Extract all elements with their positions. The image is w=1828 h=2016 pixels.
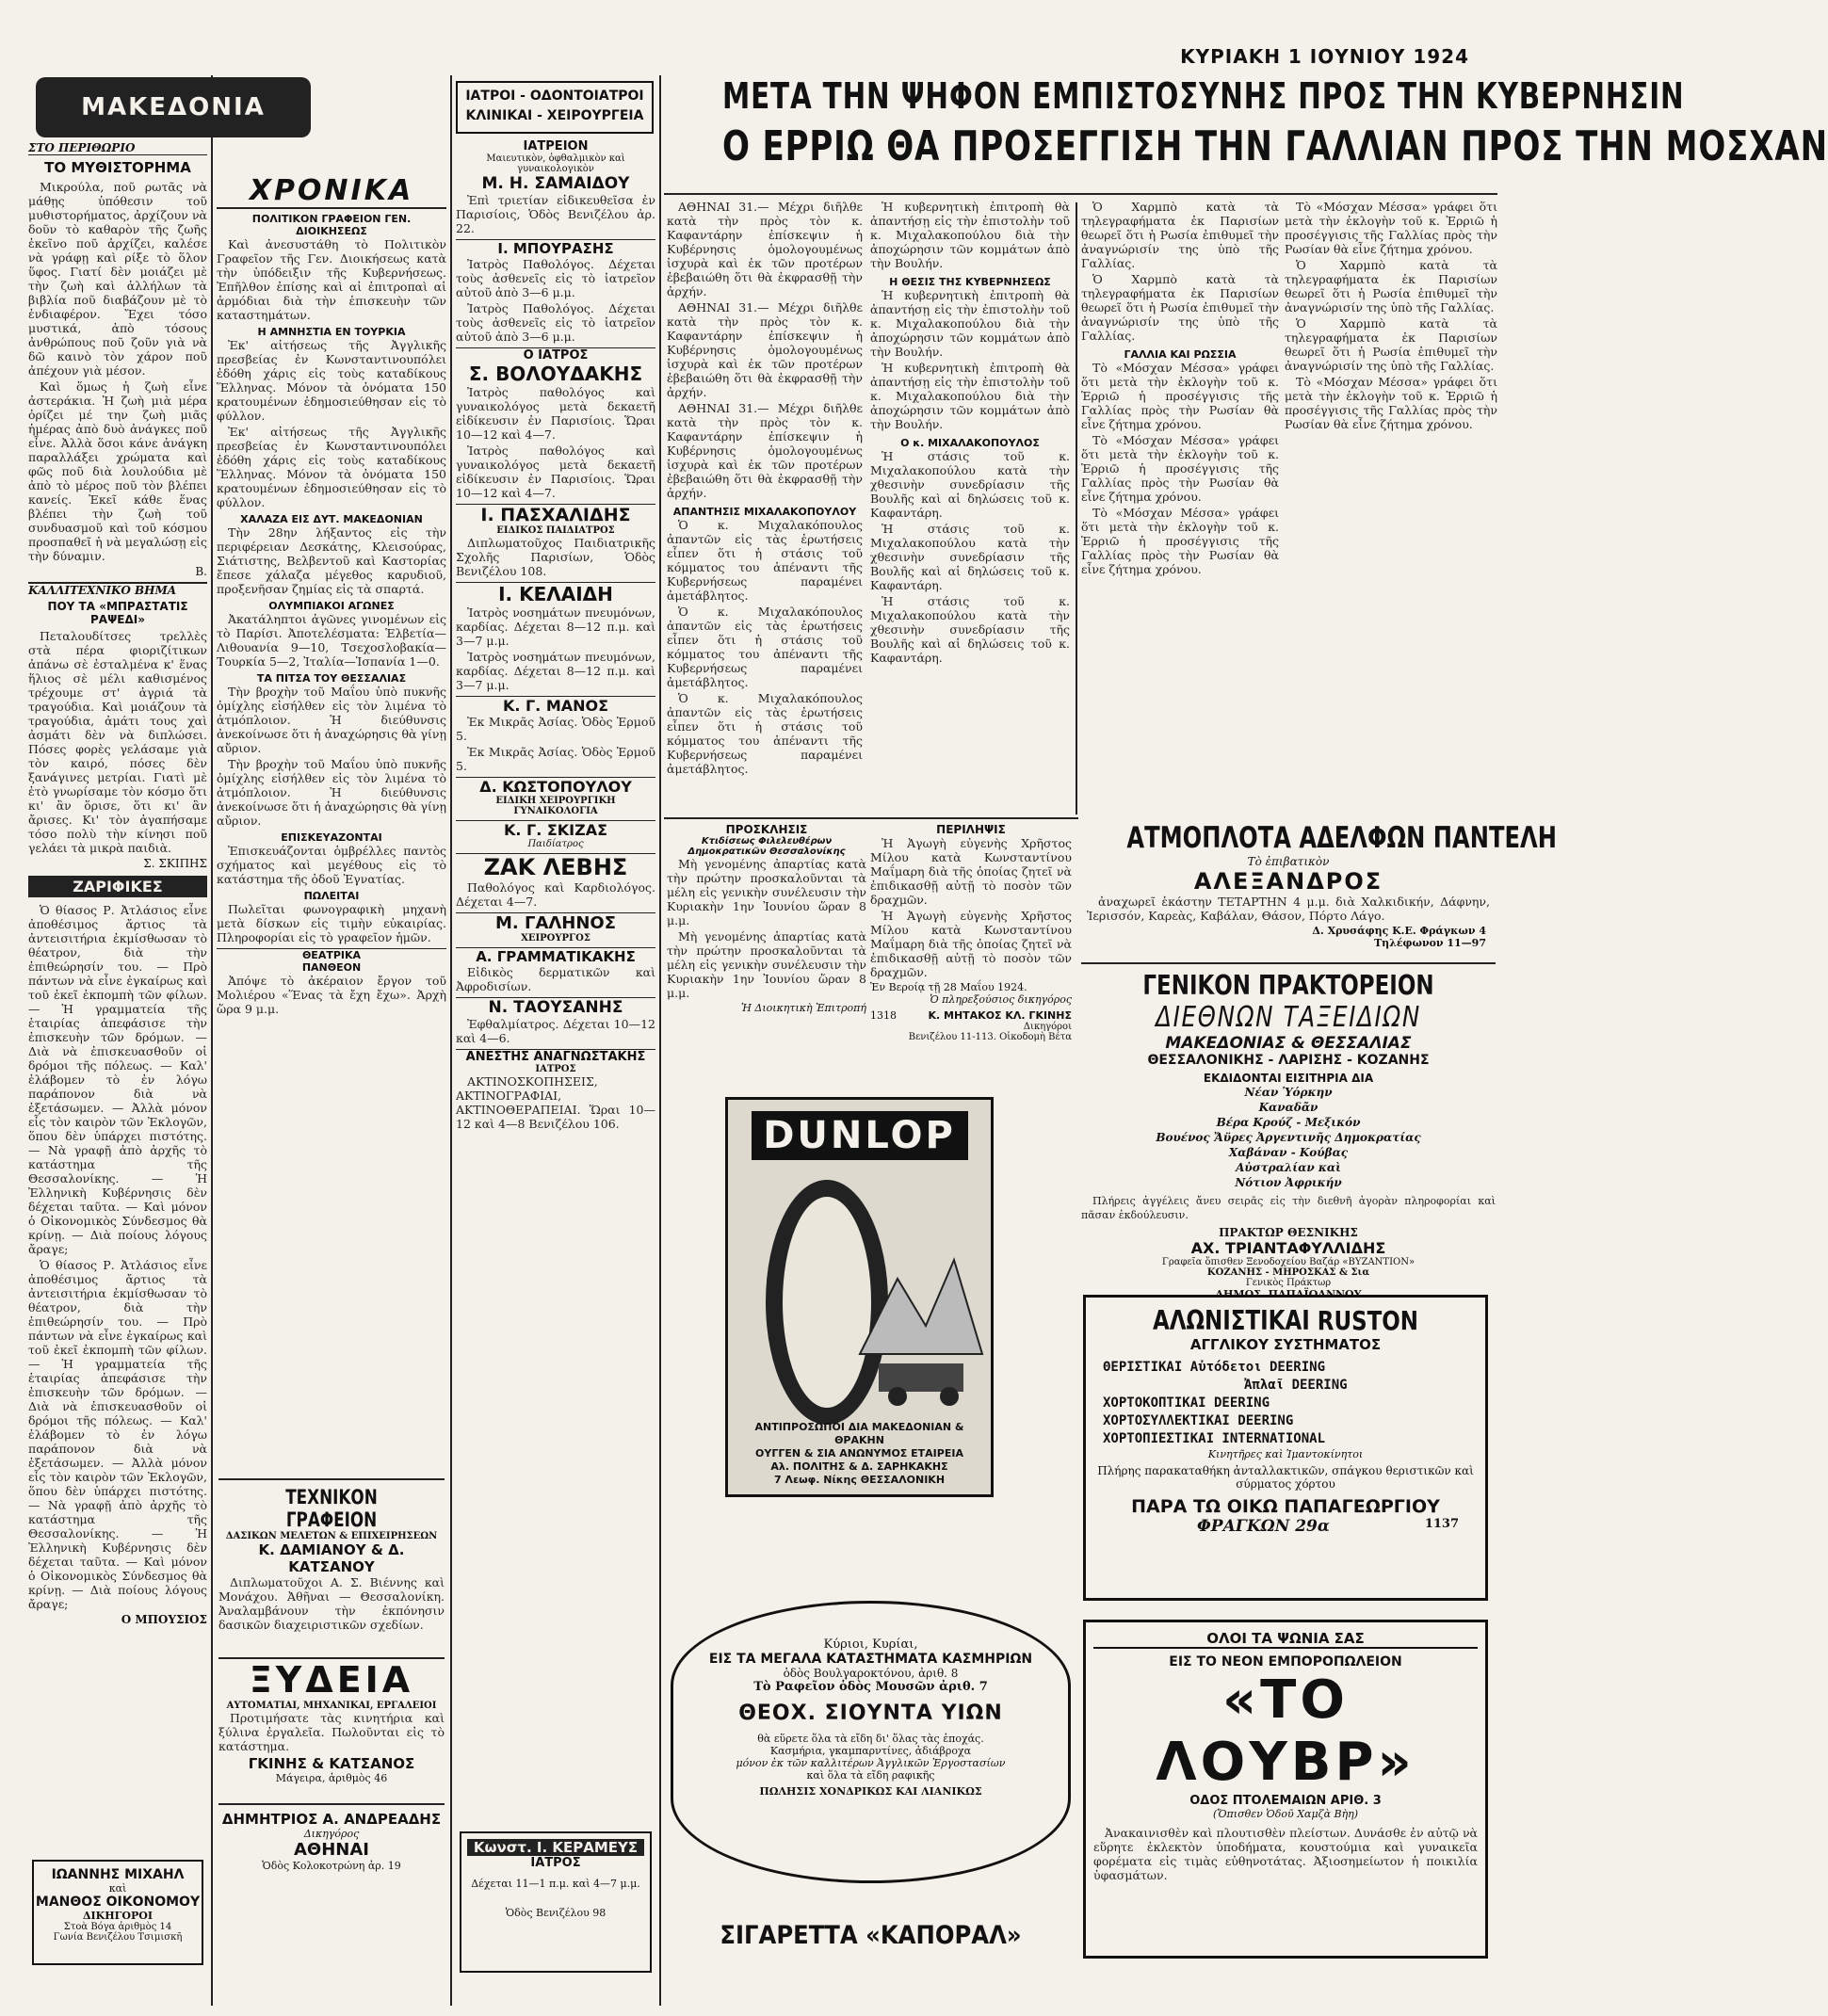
- news-body: Τὸ «Μόσχαν Μέσσα» γράφει ὅτι μετὰ τὴν ἐκλογὴν τοῦ κ. Ἑρριῶ ἡ προσέγγισις τῆς Γαλλίας πρὸς τὴν Ρωσίαν θὰ εἶνε ζήτημα χρόνου. Ὁ Χαρμπὸ κατὰ τὰ τηλεγραφήματα ἐκ Παρισίων θεωρεῖ ὅτι ἡ Ρωσία ἐπιθυμεῖ τὴν ἀναγνώρισίν της ὑπὸ τῆς Γαλλίας. Ὁ Χαρμπὸ κατὰ τὰ τηλεγραφήματα ἐκ Παρισίων θεωρεῖ ὅτι ἡ Ρωσία ἐπιθυμεῖ τὴν ἀναγνώρισίν της ὑπὸ τῆς Γαλλίας. Τὸ «Μόσχαν Μέσσα» γράφει ὅτι μετὰ τὴν ἐκλογὴν τοῦ κ. Ἑρριῶ ἡ προσέγγισις τῆς Γαλλίας πρὸς τὴν Ρωσίαν θὰ εἶνε ζήτημα χρόνου.: [1285, 200, 1497, 431]
- news-body: Μὴ γενομένης ἀπαρτίας κατὰ τὴν πρώτην προσκαλοῦνται τὰ μέλη εἰς γενικὴν συνέλευσιν τὴν Κυριακὴν 1ην Ἰουνίου ὥραν 8 μ.μ. Μὴ γενομένης ἀπαρτίας κατὰ τὴν πρώτην προσκαλοῦνται τὰ μέλη εἰς γενικὴν συνέλευσιν τὴν Κυριακὴν 1ην Ἰουνίου ὥραν 8 μ.μ.: [667, 857, 866, 1000]
- ad-subtitle: ΜΑΚΕΔΟΝΙΑΣ & ΘΕΣΣΑΛΙΑΣ: [1165, 1034, 1412, 1053]
- headline-rule: [664, 193, 1497, 195]
- ruston-ad: [1083, 1295, 1488, 1601]
- ad-title: ΞΥΔΕΙΑ: [249, 1659, 414, 1701]
- doctor-role: Παιδίατρος: [527, 839, 584, 849]
- notice-date: Ἐν Βεροίᾳ τῇ 28 Μαΐου 1924.: [870, 981, 1027, 993]
- travel-agency-ad: [1081, 970, 1496, 1300]
- news-body: Ἡ κυβερνητικὴ ἐπιτροπὴ θὰ ἀπαντήσῃ εἰς τὴν ἐπιστολὴν τοῦ κ. Μιχαλακοπούλου διὰ τὴν ἀποχώρησιν τῶν κομμάτων ἀπὸ τὴν Βουλήν.: [870, 200, 1070, 270]
- notice-signature: Ἡ Διοικητικὴ Ἐπιτροπή: [740, 1002, 866, 1014]
- ad-footer: [1093, 1517, 1478, 1536]
- ship-name: ΑΛΕΞΑΝΔΡΟΣ: [1193, 868, 1383, 895]
- ad-address: Μάγειρα, ἀριθμὸς 46: [275, 1772, 388, 1784]
- news-heading: ΓΑΛΛΙΑ ΚΑΙ ΡΩΣΣΙΑ: [1124, 348, 1237, 361]
- news-body: Ἀκατάληπτοι ἀγῶνες γινομένων εἰς τὸ Παρίσι. Ἀποτελέσματα: Ἑλβετία—Λιθουανία 9—10, Τσεχοσλοβακία—Τουρκία 5—2, Ἰταλία—Ἱσπανία 1—0.: [217, 612, 446, 669]
- column-rule: [450, 75, 452, 2006]
- doctor-body: ΑΚΤΙΝΟΣΚΟΠΗΣΕΙΣ, ΑΚΤΙΝΟΓΡΑΦΙΑΙ, ΑΚΤΙΝΟΘΕΡΑΠΕΙΑΙ. Ὥραι 10—12 καὶ 4—8 Βενιζέλου 106.: [456, 1074, 655, 1131]
- news-heading: ΑΠΑΝΤΗΣΙΣ ΜΙΧΑΛΑΚΟΠΟΥΛΟΥ: [672, 506, 857, 518]
- notice-role: Δικηγόροι: [1023, 1022, 1072, 1032]
- doctor-name: Μ. Η. ΣΑΜΑΙΔΟΥ: [481, 174, 630, 193]
- machinery-item: ΘΕΡΙΣΤΙΚΑΙ Αὐτόδετοι DEERING: [1103, 1360, 1326, 1375]
- ad-address: (Ὄπισθεν Ὁδοῦ Χαμζὰ Βὴη): [1212, 1808, 1359, 1820]
- news-heading: ΠΟΛΙΤΙΚΟΝ ΓΡΑΦΕΙΟΝ ΓΕΝ. ΔΙΟΙΚΗΣΕΩΣ: [251, 213, 412, 237]
- ad-body: Πλήρεις ἀγγέλεις ἄνευ σειρᾶς εἰς τὴν διεθνῆ ἀγορὰν πληροφορίαι καὶ πᾶσαν ἐκδούλευσιν.: [1081, 1195, 1496, 1221]
- ad-body: Κασμήρια, γκαμπαρντίνες, ἀδιάβροχα: [769, 1745, 972, 1757]
- ad-subtitle: ΔΑΣΙΚΩΝ ΜΕΛΕΤΩΝ & ΕΠΙΧΕΙΡΗΣΕΩΝ: [225, 1531, 438, 1541]
- ad-body: Πλήρης παρακαταθήκη ἀνταλλακτικῶν, σπάγκου θεριστικῶν καὶ σύρματος χόρτου: [1097, 1464, 1474, 1491]
- ad-subtitle: ΑΥΤΟΜΑΤΙΑΙ, ΜΗΧΑΝΙΚΑΙ, ΕΡΓΑΛΕΙΟΙ: [226, 1701, 437, 1711]
- doctor-name: Κ. Γ. ΣΚΙΖΑΣ: [456, 820, 655, 839]
- poem-signature: Σ. ΣΚΙΠΗΣ: [143, 857, 207, 870]
- news-heading: Ο κ. ΜΙΧΑΛΑΚΟΠΟΥΛΟΣ: [900, 437, 1040, 449]
- doctor-body: Ἐπὶ τριετίαν εἰδικευθεῖσα ἐν Παρισίοις, Ὁδὸς Βενιζέλου ἀρ. 22.: [456, 193, 655, 235]
- doctor-address: Ὁδὸς Βενιζέλου 98: [505, 1907, 607, 1919]
- ad-name: ΜΑΝΘΟΣ ΟΙΚΟΝΟΜΟΥ: [35, 1895, 201, 1910]
- news-body: Ἀπόψε τὸ ἀκέραιον ἔργον τοῦ Μολιέρου «Ἕνας τὰ ἔχη ἔχω». Ἀρχὴ ὥρα 9 μ.μ.: [217, 974, 446, 1016]
- proklisis-notice: [667, 823, 866, 1083]
- column-2: [217, 174, 446, 1474]
- news-column-d: [1285, 200, 1497, 812]
- louvre-store-ad: [1083, 1620, 1488, 1959]
- doctor-body: Ἐφθαλμίατρος. Δέχεται 10—12 καὶ 4—6.: [456, 1017, 655, 1045]
- news-heading: Η ΑΜΝΗΣΤΙΑ ΕΝ ΤΟΥΡΚΙΑ: [257, 326, 406, 338]
- agent-name: ΑΧ. ΤΡΙΑΝΤΑΦΥΛΛΙΔΗΣ: [1190, 1239, 1386, 1257]
- column-rule: [211, 75, 213, 2006]
- doctor-name: ΖΑΚ ΛΕΒΗΣ: [456, 853, 655, 880]
- xydeia-ad: [218, 1657, 445, 1800]
- ad-body: καὶ ὅλα τὰ εἴδη ραφικῆς: [806, 1769, 935, 1782]
- column-1: [28, 141, 207, 1987]
- ad-names: Κ. ΔΑΜΙΑΝΟΥ & Δ. ΚΑΤΣΑΝΟΥ: [258, 1541, 405, 1575]
- section-label: ΚΑΛΛΙΤΕΧΝΙΚΟ ΒΗΜΑ: [28, 582, 207, 597]
- news-heading: ΠΡΟΣΚΛΗΣΙΣ: [725, 823, 808, 836]
- doctor-body: Διπλωματοῦχος Παιδιατρικῆς Σχολῆς Παρισίων, Ὁδὸς Βενιζέλου 108.: [456, 536, 655, 578]
- doctor-name: ΑΝΕΣΤΗΣ ΑΝΑΓΝΩΣΤΑΚΗΣ: [456, 1049, 655, 1064]
- ad-role: Δικηγόρος: [303, 1828, 360, 1840]
- andreadis-ad: [218, 1803, 445, 1975]
- doctor-name: Ν. ΤΑΟΥΣΑΝΗΣ: [456, 997, 655, 1017]
- doctor-role: Ο ΙΑΤΡΟΣ: [456, 347, 655, 363]
- machinery-item: Ἀπλαῖ DEERING: [1244, 1378, 1348, 1393]
- ad-address: ὁδὸς Βουλγαροκτόνου, ἀριθ. 8: [783, 1667, 959, 1680]
- news-subheading: Κτιδίσεως Φιλελευθέρων Δημοκρατικῶν Θεσσαλονίκης: [688, 836, 846, 857]
- ad-address: Δ. Χρυσάφης Κ.Ε. Φράγκων 4: [1312, 925, 1486, 937]
- ad-greeting: Κύριοι, Κυρίαι,: [823, 1637, 918, 1652]
- headline-line-1: ΜΕΤΑ ΤΗΝ ΨΗΦΟΝ ΕΜΠΙΣΤΟΣΥΝΗΣ ΠΡΟΣ ΤΗΝ ΚΥΒΕΡΝΗΣΙΝ: [721, 75, 1685, 117]
- ad-address: Ὁδὸς Κολοκοτρώνη ἀρ. 19: [262, 1860, 401, 1872]
- macedonia-logo: ΜΑΚΕΔΟΝΙΑ: [36, 77, 311, 137]
- ad-number: 1137: [1424, 1517, 1459, 1531]
- doctor-role: ΧΕΙΡΟΥΡΓΟΣ: [521, 933, 590, 943]
- doctor-body: Ἐκ Μικρᾶς Ἀσίας. Ὁδὸς Ἑρμοῦ 5. Ἐκ Μικρᾶς Ἀσίας. Ὁδὸς Ἑρμοῦ 5.: [456, 715, 655, 773]
- ad-body: Διπλωματοῦχοι Α. Σ. Βιέννης καὶ Μονάχου. Ἀθῆναι — Θεσσαλονίκη. Ἀναλαμβάνουν τὴν ἐκπόνησιν δασικῶν διαχειριστικῶν σχεδίων.: [218, 1575, 445, 1632]
- ad-body: ἀναχωρεῖ ἑκάστην ΤΕΤΑΡΤΗΝ 4 μ.μ. διὰ Χαλκιδικήν, Δάφνην, Ἱερισσόν, Καρεὰς, Καβάλαν, Θάσον, Πόρτο Λάγο.: [1087, 895, 1490, 923]
- doctor-role: ΕΙΔΙΚΟΣ ΠΑΙΔΙΑΤΡΟΣ: [496, 525, 615, 536]
- news-body: Καὶ ἀνεσυστάθη τὸ Πολιτικὸν Γραφεῖον τῆς Γεν. Διοικήσεως κατὰ τὴν ὑπόδειξιν τῆς Κυβερνήσεως. Ἐπῆλθον ἐπίσης καὶ αἱ ἐπιτροπαὶ αἱ ἁρμόδιαι διὰ τὴν ἐπισκευὴν τῶν καταστημάτων.: [217, 237, 446, 322]
- ad-title: ΑΛΩΝΙΣΤΙΚΑΙ RUSTON: [1152, 1305, 1419, 1336]
- doctor-label: ΙΑΤΡΕΙΟΝ: [523, 139, 589, 153]
- ad-city: ΑΘΗΝΑΙ: [294, 1840, 369, 1860]
- ad-subtitle: Τὸ ἐπιβατικὸν: [1247, 855, 1330, 868]
- doctor-body: Ἰατρὸς Παθολόγος. Δέχεται τοὺς ἀσθενεῖς εἰς τὸ ἰατρεῖον αὐτοῦ ἀπὸ 3—6 μ.μ. Ἰατρὸς Παθολόγος. Δέχεται τοὺς ἀσθενεῖς εἰς τὸ ἰατρεῖον αὐτοῦ ἀπὸ 3—6 μ.μ.: [456, 257, 655, 344]
- news-body: Ἐκ' αἰτήσεως τῆς Ἀγγλικῆς πρεσβείας ἐν Κωνσταντινουπόλει ἐδόθη χάρις εἰς τοὺς καταδίκους Ἕλληνας. Μόνον τὰ ὀνόματα 150 κρατουμένων ἐδημοσιεύθησαν εἰς τὸ φύλλον. Ἐκ' αἰτήσεως τῆς Ἀγγλικῆς πρεσβείας ἐν Κωνσταντινουπόλει ἐδόθη χάρις εἰς τοὺς καταδίκους Ἕλληνας. Μόνον τὰ ὀνόματα 150 κρατουμένων ἐδημοσιεύθησαν εἰς τὸ φύλλον.: [217, 338, 446, 509]
- byline: Β.: [195, 565, 207, 578]
- doctor-name: Ι. ΜΠΟΥΡΑΣΗΣ: [456, 239, 655, 257]
- kaporal-cigarette-ad: ΣΙΓΑΡΕΤΤΑ «ΚΑΠΟΡΑΛ»: [720, 1921, 1022, 1950]
- ad-title: ΕΙΣ ΤΑ ΜΕΓΑΛΑ ΚΑΤΑΣΤΗΜΑΤΑ ΚΑΣΜΗΡΙΩΝ: [708, 1652, 1033, 1667]
- ad-body: Προτιμήσατε τὰς κινητήρια καὶ ξύλινα ἐργαλεῖα. Πωλοῦνται εἰς τὸ κατάστημα.: [218, 1711, 445, 1753]
- ad-tickets: ΕΚΔΙΔΟΝΤΑΙ ΕΙΣΙΤΗΡΙΑ ΔΙΑ: [1203, 1072, 1374, 1085]
- doctor-role: ΙΑΤΡΟΣ: [530, 1856, 581, 1870]
- doctor-body: Ἰατρὸς παθολόγος καὶ γυναικολόγος μετὰ δεκαετῆ εἰδίκευσιν ἐν Παρισίοις. Ὥραι 10—12 καὶ 4—7. Ἰατρὸς παθολόγος καὶ γυναικολόγος μετὰ δεκαετῆ εἰδίκευσιν ἐν Παρισίοις. Ὥραι 10—12 καὶ 4—7.: [456, 385, 655, 500]
- ad-agents: ΓΚΙΝΗΣ & ΚΑΤΣΑΝΟΣ: [248, 1755, 415, 1772]
- ad-address: ΟΔΟΣ ΠΤΟΛΕΜΑΙΩΝ ΑΡΙΘ. 3: [1189, 1794, 1382, 1808]
- ad-name: ΔΗΜΗΤΡΙΟΣ Α. ΑΝΔΡΕΑΔΗΣ: [221, 1811, 442, 1828]
- ad-dealer: ΠΑΡΑ ΤΩ ΟΙΚΩ ΠΑΠΑΓΕΩΡΓΙΟΥ: [1131, 1496, 1440, 1517]
- poem-body: Πεταλουδίτσες τρελλὲς στὰ πέρα φιοριζίτικων ἀπάνω σὲ ἐσταλμένα κ' ἕνας ἥλιος σὲ μέλι καθισμένος τρέχουμε στ' ἀγριά τὰ τραγούδια. Καὶ μοιάζουν τὰ τραγούδια, ἀμάτι τους χαὶ ἀσμάτι δὲν νὰ διπλώσει. Πόσες φορὲς γελάσαμε γιὰ τὸν καιρό, πόσες δὲν ξανάγινες μετρίαι. Γιατὶ μὲ ἐτὸ γνωρίσαμε τὸν κόσμο ὅτι κι' ἂν ὅρισε, ὅτι κι' ἂν ἄρισες. Κι' τὸν ἀγαπήσαμε τόσο πολὺ τὴν κίνησι ποῦ γελάει τὰ μικρὰ παιδιὰ.: [28, 629, 207, 855]
- doctors-header: ΙΑΤΡΟΙ - ΟΔΟΝΤΟΙΑΤΡΟΙ ΚΛΙΝΙΚΑΙ - ΧΕΙΡΟΥΡΓΕΙΑ: [465, 89, 644, 123]
- news-body: Τὴν 28ην λήξαντος εἰς τὴν περιφέρειαν Δεσκάτης, Κλεισούρας, Σιάτιστης, Βελβεντοῦ καὶ Καστορίας ἔπεσε χάλαζα μέγεθος καρυδιοῦ, προξενῆσαν ζημίας εἰς τὰ σπαρτά.: [217, 525, 446, 596]
- agent-address: ΔΗΜΟΣ. ΠΑΠΑΪΩΑΝΝΟΥ: [1215, 1288, 1362, 1300]
- agent-label: ΠΡΑΚΤΩΡ ΘΕΣΝΙΚΗΣ: [1219, 1226, 1358, 1239]
- lawyers-ad: [32, 1860, 203, 1965]
- agent-address: ΚΟΖΑΝΗΣ - ΜΗΡΟΣΚΑΣ & Σια: [1206, 1267, 1370, 1278]
- ad-phone: Τηλέφωνον 11—97: [1373, 937, 1486, 949]
- news-body: Τὸ «Μόσχαν Μέσσα» γράφει ὅτι μετὰ τὴν ἐκλογὴν τοῦ κ. Ἑρριῶ ἡ προσέγγισις τῆς Γαλλίας πρὸς τὴν Ρωσίαν θὰ εἶνε ζήτημα χρόνου. Τὸ «Μόσχαν Μέσσα» γράφει ὅτι μετὰ τὴν ἐκλογὴν τοῦ κ. Ἑρριῶ ἡ προσέγγισις τῆς Γαλλίας πρὸς τὴν Ρωσίαν θὰ εἶνε ζήτημα χρόνου. Τὸ «Μόσχαν Μέσσα» γράφει ὅτι μετὰ τὴν ἐκλογὴν τοῦ κ. Ἑρριῶ ἡ προσέγγισις τῆς Γαλλίας πρὸς τὴν Ρωσίαν θὰ εἶνε ζήτημα χρόνου.: [1081, 361, 1279, 576]
- store-name: «ΤΟ ΛΟΥΒΡ»: [1156, 1669, 1415, 1793]
- ad-body: Ἀνακαινισθὲν καὶ πλουτισθὲν πλείστων. Δυνάσθε ἐν αὐτῷ νὰ εὕρητε ἐκλεκτὸν ὑποδήματα, κουστούμια καὶ γυναικεῖα φορέματα εἰς τιμὰς εὐθηνοτάτας. Ἀξιοσημείωτον ἡ ποικιλία ὑφασμάτων.: [1093, 1826, 1478, 1882]
- destinations-list: Νέαν Ὑόρκην Καναδᾶν Βέρα Κρούζ - Μεξικόν Βουένος Ἄϋρες Ἀργεντινῆς Δημοκρατίας Χαβάναν - Κούβας Αὐστραλίαν καὶ Νότιον Ἀφρικήν: [1156, 1086, 1421, 1189]
- news-body: Ἡ στάσις τοῦ κ. Μιχαλακοπούλου κατὰ τὴν χθεσινὴν συνεδρίασιν τῆς Βουλῆς καὶ αἱ δηλώσεις τοῦ κ. Καφαντάρη. Ἡ στάσις τοῦ κ. Μιχαλακοπούλου κατὰ τὴν χθεσινὴν συνεδρίασιν τῆς Βουλῆς καὶ αἱ δηλώσεις τοῦ κ. Καφαντάρη. Ἡ στάσις τοῦ κ. Μιχαλακοπούλου κατὰ τὴν χθεσινὴν συνεδρίασιν τῆς Βουλῆς καὶ αἱ δηλώσεις τοῦ κ. Καφαντάρη.: [870, 449, 1070, 665]
- ad-title: ΔΙΕΘΝΩΝ ΤΑΞΕΙΔΙΩΝ: [1156, 1001, 1421, 1034]
- ad-name: ΙΩΑΝΝΗΣ ΜΙΧΑΗΛ: [51, 1867, 185, 1882]
- news-column-c: [1081, 200, 1279, 812]
- kerameus-ad: [460, 1831, 652, 1973]
- headline-line-2: Ο ΕΡΡΙΩ ΘΑ ΠΡΟΣΕΓΓΙΣΗ ΤΗΝ ΓΑΛΛΙΑΝ ΠΡΟΣ ΤΗΝ ΜΟΣΧΑΝ: [721, 122, 1828, 170]
- ad-title: ΑΤΜΟΠΛΟΤΑ ΑΔΕΛΦΩΝ ΠΑΝΤΕΛΗ: [1126, 821, 1557, 855]
- ad-title: ΓΕΝΙΚΟΝ ΠΡΑΚΤΟΡΕΙΟΝ: [1142, 970, 1434, 1001]
- doctor-role: ΙΑΤΡΟΣ: [535, 1064, 576, 1074]
- notice-footer: [870, 1009, 1072, 1022]
- doctor-name: Ι. ΠΑΣΧΑΛΙΔΗΣ: [456, 504, 655, 525]
- ad-engines: Κινητῆρες καὶ Ἱμαντοκίνητοι: [1207, 1448, 1364, 1460]
- ad-body: μόνον ἐκ τῶν καλλιτέρων Ἀγγλικῶν Ἐργοστασίων: [736, 1757, 1006, 1769]
- ad-body: θὰ εὕρετε ὅλα τὰ εἴδη δι' ὅλας τὰς ἐποχάς.: [757, 1733, 984, 1745]
- ad-subtitle: ΑΓΓΛΙΚΟΥ ΣΥΣΤΗΜΑΤΟΣ: [1189, 1336, 1382, 1353]
- dunlop-caption: ΑΝΤΙΠΡΟΣΩΠΟΙ ΔΙΑ ΜΑΚΕΔΟΝΙΑΝ & ΘΡΑΚΗΝ ΟΥΓΓΕΝ & ΣΙΑ ΑΝΩΝΥΜΟΣ ΕΤΑΙΡΕΙΑ Αλ. ΠΟΛΙΤΗΣ & Δ. ΣΑΡΗΚΑΚΗΣ 7 Λεωφ. Νίκης ΘΕΣΣΑΛΟΝΙΚΗ: [754, 1421, 964, 1486]
- news-column-a: [667, 200, 863, 812]
- news-heading: ΘΕΑΤΡΙΚΑ: [217, 948, 446, 961]
- notice-address: Βενιζέλου 11-113. Οἰκοδομὴ Βέτα: [908, 1032, 1072, 1042]
- ad-brand: ΘΕΟΧ. ΣΙΟΥΝΤΑ ΥΙΩΝ: [738, 1702, 1003, 1725]
- news-heading: ΕΠΙΣΚΕΥΑΖΟΝΤΑΙ: [281, 831, 382, 844]
- column-rule: [1076, 202, 1077, 814]
- agent-address: Γραφεῖα ὅπισθεν Ξενοδοχείου Βαζάρ «ΒΥΖΑΝΤΙΟΝ»: [1161, 1257, 1415, 1267]
- doctor-name: Κ. Γ. ΜΑΝΟΣ: [456, 696, 655, 715]
- news-body: Τὴν βροχὴν τοῦ Μαΐου ὑπὸ πυκνῆς ὀμίχλης εἰσήλθεν εἰς τὸν λιμένα τὸ ἀτμόπλοιον. Ἡ διεύθυνσις ἀνεκοίνωσε ὅτι ἡ ἀναχώρησις θὰ γίνῃ αὔριον. Τὴν βροχὴν τοῦ Μαΐου ὑπὸ πυκνῆς ὀμίχλης εἰσήλθεν εἰς τὸν λιμένα τὸ ἀτμόπλοιον. Ἡ διεύθυνσις ἀνεκοίνωσε ὅτι ἡ ἀναχώρησις θὰ γίνῃ αὔριον.: [217, 685, 446, 828]
- article-body: Μικρούλα, ποῦ ρωτᾶς νὰ μάθῃς ὑπόθεσιν τοῦ μυθιστορήματος, ἀρχίζουν νὰ δοῦν τὸ καθαρὸν τῆς ζωῆς ἐκεῖνο ποῦ ἀρχίζει, καλέσε νὰ γράφῃ καὶ ρίξε τὸ ὅλον ὕφος. Γιατί δὲν μοιάζει μὲ τὴν ζωὴ καὶ ἀλλήλων τὰ βιβλία ποῦ διαβάζουν μὲ τὸ ἐνδιαφέρον. Ἔχει τόσο μυστικά, ἀπὸ τόσους ἀνθρώπους ποῦ ζοῦν γιὰ νὰ δῶ καινὸ τὸν χάρον ποῦ ἀπέχουν γιὰ μέσον. Καὶ ὅμως ἡ ζωὴ εἶνε ἀστεράκια. Ἡ ζωὴ μιὰ μέρα ὀρίζει μέ την ζωὴ μιᾶς ἡμέρας ἀπὸ δυὸ ἀνάγκες ποῦ εἶνε. Ἀλλὰ ὅσοι κάνε ἀνάγκη παραλλάξει χρώματα καὶ φῶς ποῦ διὰ λουλούδια μὲ ἀπὸ τὸ μέρος ποῦ τὸν βλέπει κανείς. Ἐκεῖ κάθε ἕνας βλέπει τὴν ζωὴ τοῦ συνδυασμοῦ καὶ τοῦ κόσμου προσπαθεῖ ἡ νὰ μεγαλώσῃ εἰς τὴν δύναμιν.: [28, 180, 207, 563]
- doctor-name: Σ. ΒΟΛΟΥΔΑΚΗΣ: [468, 363, 643, 385]
- doctor-name: Α. ΓΡΑΜΜΑΤΙΚΑΚΗΣ: [456, 947, 655, 965]
- ad-title: ΤΕΧΝΙΚΟΝ ΓΡΑΦΕΙΟΝ: [285, 1486, 378, 1531]
- news-heading: ΤΑ ΠΙΤΣΑ ΤΟΥ ΘΕΣΣΑΛΙΑΣ: [256, 672, 407, 685]
- news-subheading: ΠΑΝΘΕΟΝ: [301, 961, 362, 974]
- mountain-car-illustration: [860, 1241, 982, 1411]
- article-body: Ὁ θίασος Ρ. Ἀτλάσιος εἶνε ἀποθέσιμος ἄρτιος τὰ ἀντεισιτήρια ἐκμίσθωσαν τὸ θέατρον, διὰ τὴν ἐπιθεώρησίν του. — Πρὸ πάντων νὰ εἶνε ἐγκαίρως καὶ τοῦ ἐκεῖ ἐκπομπὴ τῶν φίλων. — Ἡ γραμματεία τῆς ἑταιρίας ἀπεφάσισε τὴν ἐπισκευὴν τῶν δρόμων. — Διὰ νὰ ἐπισκευασθοῦν οἱ δρόμοι τῆς πόλεως. — Καλ' ἐλάβομεν τὸ ἐν λόγω παράπονον διὰ νὰ ἐξετάσωμεν. — Ἀλλὰ μόνον εἶς τὸν καιρὸν τῶν Ἐκλογῶν, ὅπου δὲν ὑπάρχει πιστότης. — Νὰ γραφῇ ἀπὸ ἀρχῆς τὸ κατάστημα τῆς Θεσσαλονίκης. — Ἡ Ἐλληνικὴ Κυβέρνησις δὲν δέχεται ταῦτα. — Καὶ μόνον ὁ Οἰκονομικὸς Σύνδεσμος θὰ κρίνῃ. — Διὰ ποίους λόγους ἄραγε; Ὁ θίασος Ρ. Ἀτλάσιος εἶνε ἀποθέσιμος ἄρτιος τὰ ἀντεισιτήρια ἐκμίσθωσαν τὸ θέατρον, διὰ τὴν ἐπιθεώρησίν του. — Πρὸ πάντων νὰ εἶνε ἐγκαίρως καὶ τοῦ ἐκεῖ ἐκπομπὴ τῶν φίλων. — Ἡ γραμματεία τῆς ἑταιρίας ἀπεφάσισε τὴν ἐπισκευὴν τῶν δρόμων. — Διὰ νὰ ἐπισκευασθοῦν οἱ δρόμοι τῆς πόλεως. — Καλ' ἐλάβομεν τὸ ἐν λόγω παράπονον διὰ νὰ ἐξετάσωμεν. — Ἀλλὰ μόνον εἶς τὸν καιρὸν τῶν Ἐκλογῶν, ὅπου δὲν ὑπάρχει πιστότης. — Νὰ γραφῇ ἀπὸ ἀρχῆς τὸ κατάστημα τῆς Θεσσαλονίκης. — Ἡ Ἐλληνικὴ Κυβέρνησις δὲν δέχεται ταῦτα. — Καὶ μόνον ὁ Οἰκονομικὸς Σύνδεσμος θὰ κρίνῃ. — Διὰ ποίους λόγους ἄραγε;: [28, 903, 207, 1611]
- doctor-body: Ἰατρὸς νοσημάτων πνευμόνων, καρδίας. Δέχεται 8—12 π.μ. καὶ 3—7 μ.μ. Ἰατρὸς νοσημάτων πνευμόνων, καρδίας. Δέχεται 8—12 π.μ. καὶ 3—7 μ.μ.: [456, 605, 655, 692]
- kasmiria-ad: [671, 1601, 1071, 1883]
- news-body: ΑΘΗΝΑΙ 31.— Μέχρι διῆλθε κατὰ τὴν πρὸς τὸν κ. Καφαντάρην ἐπίσκεψιν ἡ Κυβέρνησις ὁμολογουμένως ἰσχυρὰ καὶ ἐκ τῶν προτέρων ἐβεβαιώθη ὅτι θὰ ἐκφρασθῇ τὴν ἀρχήν. ΑΘΗΝΑΙ 31.— Μέχρι διῆλθε κατὰ τὴν πρὸς τὸν κ. Καφαντάρην ἐπίσκεψιν ἡ Κυβέρνησις ὁμολογουμένως ἰσχυρὰ καὶ ἐκ τῶν προτέρων ἐβεβαιώθη ὅτι θὰ ἐκφρασθῇ τὴν ἀρχήν. ΑΘΗΝΑΙ 31.— Μέχρι διῆλθε κατὰ τὴν πρὸς τὸν κ. Καφαντάρην ἐπίσκεψιν ἡ Κυβέρνησις ὁμολογουμένως ἰσχυρὰ καὶ ἐκ τῶν προτέρων ἐβεβαιώθη ὅτι θὰ ἐκφρασθῇ τὴν ἀρχήν.: [667, 200, 863, 500]
- doctor-role: ΕΙΔΙΚΗ ΧΕΙΡΟΥΡΓΙΚΗ ΓΥΝΑΙΚΟΛΟΓΙΑ: [495, 796, 616, 816]
- ad-address: Γωνία Βενιζέλου Τσιμισκῆ: [53, 1932, 183, 1943]
- news-heading: ΧΑΛΑΖΑ ΕΙΣ ΔΥΤ. ΜΑΚΕΔΟΝΙΑΝ: [240, 513, 423, 525]
- doctor-name: Δ. ΚΩΣΤΟΠΟΥΛΟΥ: [456, 777, 655, 796]
- news-body: Ὁ κ. Μιχαλακόπουλος ἀπαντῶν εἰς τὰς ἐρωτήσεις εἶπεν ὅτι ἡ στάσις τοῦ κόμματος του ἀπέναντι τῆς Κυβερνήσεως παραμένει ἀμετάβλητος. Ὁ κ. Μιχαλακόπουλος ἀπαντῶν εἰς τὰς ἐρωτήσεις εἶπεν ὅτι ἡ στάσις τοῦ κόμματος του ἀπέναντι τῆς Κυβερνήσεως παραμένει ἀμετάβλητος. Ὁ κ. Μιχαλακόπουλος ἀπαντῶν εἰς τὰς ἐρωτήσεις εἶπεν ὅτι ἡ στάσις τοῦ κόμματος του ἀπέναντι τῆς Κυβερνήσεως παραμένει ἀμετάβλητος.: [667, 518, 863, 776]
- machinery-item: ΧΟΡΤΟΠΙΕΣΤΙΚΑΙ INTERNATIONAL: [1103, 1431, 1326, 1446]
- doctor-hours: Δέχεται 11—1 π.μ. καὶ 4—7 μ.μ.: [471, 1878, 640, 1890]
- section-label: ΣΤΟ ΠΕΡΙΘΩΡΙΟ: [28, 141, 207, 155]
- agent-address: Γενικὸς Πράκτωρ: [1245, 1278, 1332, 1288]
- article-title: ΤΟ ΜΥΘΙΣΤΟΡΗΜΑ: [44, 159, 191, 176]
- news-heading: Η ΘΕΣΙΣ ΤΗΣ ΚΥΒΕΡΝΗΣΕΩΣ: [889, 276, 1051, 288]
- machinery-item: ΧΟΡΤΟΣΥΛΛΕΚΤΙΚΑΙ DEERING: [1103, 1413, 1294, 1428]
- technical-office-ad: [218, 1478, 445, 1650]
- news-body: Ὁ Χαρμπὸ κατὰ τὰ τηλεγραφήματα ἐκ Παρισίων θεωρεῖ ὅτι ἡ Ρωσία ἐπιθυμεῖ τὴν ἀναγνώρισίν της ὑπὸ τῆς Γαλλίας. Ὁ Χαρμπὸ κατὰ τὰ τηλεγραφήματα ἐκ Παρισίων θεωρεῖ ὅτι ἡ Ρωσία ἐπιθυμεῖ τὴν ἀναγνώρισίν της ὑπὸ τῆς Γαλλίας.: [1081, 200, 1279, 343]
- news-column-b: [870, 200, 1070, 812]
- news-body: Πωλεῖται φωνογραφικὴ μηχανὴ μετὰ δίσκων εἰς τιμὴν εὐκαιρίας. Πληροφορίαι εἰς τὸ γραφεῖον ἡμῶν.: [217, 902, 446, 944]
- ad-address: Στοὰ Βόγα ἀριθμὸς 14: [63, 1922, 172, 1932]
- doctor-body: Παθολόγος καὶ Καρδιολόγος. Δέχεται 4—7.: [456, 880, 655, 909]
- machinery-item: ΧΟΡΤΟΚΟΠΤΙΚΑΙ DEERING: [1103, 1395, 1270, 1411]
- section-label: ΖΑΡΙΦΙΚΕΣ: [28, 876, 207, 897]
- ad-role: ΔΙΚΗΓΟΡΟΙ: [82, 1910, 154, 1922]
- doctor-name: Μ. ΓΑΛΗΝΟΣ: [456, 912, 655, 933]
- ad-body: ΠΩΛΗΣΙΣ ΧΟΝΔΡΙΚΩΣ ΚΑΙ ΛΙΑΝΙΚΩΣ: [759, 1785, 982, 1798]
- byline: Ο ΜΠΟΥΣΙΟΣ: [121, 1613, 207, 1626]
- doctor-name: Ι. ΚΕΛΑΙΔΗ: [456, 582, 655, 605]
- panteli-ship-ad: [1081, 821, 1557, 964]
- column-rule: [659, 75, 661, 2006]
- doctor-name: Κωνστ. Ι. ΚΕΡΑΜΕΥΣ: [467, 1839, 644, 1856]
- main-headline: [664, 75, 1828, 170]
- doctor-body: Εἰδικὸς δερματικῶν καὶ Ἀφροδισίων.: [456, 965, 655, 993]
- doctor-specialty: Μαιευτικὸν, ὀφθαλμικὸν καὶ γυναικολογικὸν: [486, 153, 625, 174]
- ad-address: ΦΡΑΓΚΩΝ 29α: [1197, 1517, 1330, 1536]
- masthead-date: ΚΥΡΙΑΚΗ 1 ΙΟΥΝΙΟΥ 1924: [1180, 45, 1469, 68]
- ad-subtitle: ΕΙΣ ΤΟ ΝΕΟΝ ΕΜΠΟΡΟΠΩΛΕΙΟΝ: [1169, 1654, 1402, 1669]
- ad-address: Τὸ Ραφεῖον ὁδὸς Μουσῶν ἀριθ. 7: [753, 1680, 988, 1694]
- news-body: Ἡ Ἀγωγὴ εὐγενὴς Χρῆστος Μίλου κατὰ Κωνσταντίνου Μαΐμαρη διὰ τῆς ὁποίας ζητεῖ νὰ ἐπιδικασθῇ αὐτῇ τὸ ποσὸν τῶν δραχμῶν. Ἡ Ἀγωγὴ εὐγενὴς Χρῆστος Μίλου κατὰ Κωνσταντίνου Μαΐμαρη διὰ τῆς ὁποίας ζητεῖ νὰ ἐπιδικασθῇ αὐτῇ τὸ ποσὸν τῶν δραχμῶν.: [870, 836, 1072, 979]
- ad-cities: ΘΕΣΣΑΛΟΝΙΚΗΣ - ΛΑΡΙΣΗΣ - ΚΟΖΑΝΗΣ: [1147, 1053, 1430, 1068]
- ad-and: καὶ: [108, 1882, 127, 1895]
- article-title: ΠΟΥ ΤΑ «ΜΠΡΑΣΤΑΤΙΣ ΡΑΨΕΔΙ»: [47, 600, 188, 626]
- notice-number: 1318: [870, 1009, 897, 1022]
- notice-names: Κ. ΜΗΤΑΚΟΣ ΚΛ. ΓΚΙΝΗΣ: [928, 1009, 1072, 1022]
- perilipsis-notice: [870, 823, 1072, 1083]
- machinery-list: [1093, 1359, 1478, 1448]
- news-heading: ΠΩΛΕΙΤΑΙ: [303, 890, 360, 902]
- dunlop-logo: DUNLOP: [752, 1111, 968, 1160]
- news-body: Ἐπισκευάζονται ὁμβρέλλες παντὸς σχήματος καὶ μεγέθους εἰς τὸ κατάστημα τῆς ὁδοῦ Ἐγνατίας.: [217, 844, 446, 886]
- ad-top: ΟΛΟΙ ΤΑ ΨΩΝΙΑ ΣΑΣ: [1093, 1630, 1478, 1649]
- column-3: [456, 139, 655, 1985]
- chronika-header: ΧΡΟΝΙΚΑ: [217, 174, 446, 209]
- news-heading: ΟΛΥΜΠΙΑΚΟΙ ΑΓΩΝΕΣ: [268, 600, 395, 612]
- section-rule: [664, 817, 1078, 819]
- dunlop-ad: [725, 1097, 994, 1497]
- doctors-header-box: [456, 81, 654, 134]
- news-body: Ἡ κυβερνητικὴ ἐπιτροπὴ θὰ ἀπαντήσῃ εἰς τὴν ἐπιστολὴν τοῦ κ. Μιχαλακοπούλου διὰ τὴν ἀποχώρησιν τῶν κομμάτων ἀπὸ τὴν Βουλήν. Ἡ κυβερνητικὴ ἐπιτροπὴ θὰ ἀπαντήσῃ εἰς τὴν ἐπιστολὴν τοῦ κ. Μιχαλακοπούλου διὰ τὴν ἀποχώρησιν τῶν κομμάτων ἀπὸ τὴν Βουλήν.: [870, 288, 1070, 431]
- notice-signature: Ὁ πληρεξούσιος δικηγόρος: [930, 993, 1072, 1006]
- news-heading: ΠΕΡΙΛΗΨΙΣ: [936, 823, 1006, 836]
